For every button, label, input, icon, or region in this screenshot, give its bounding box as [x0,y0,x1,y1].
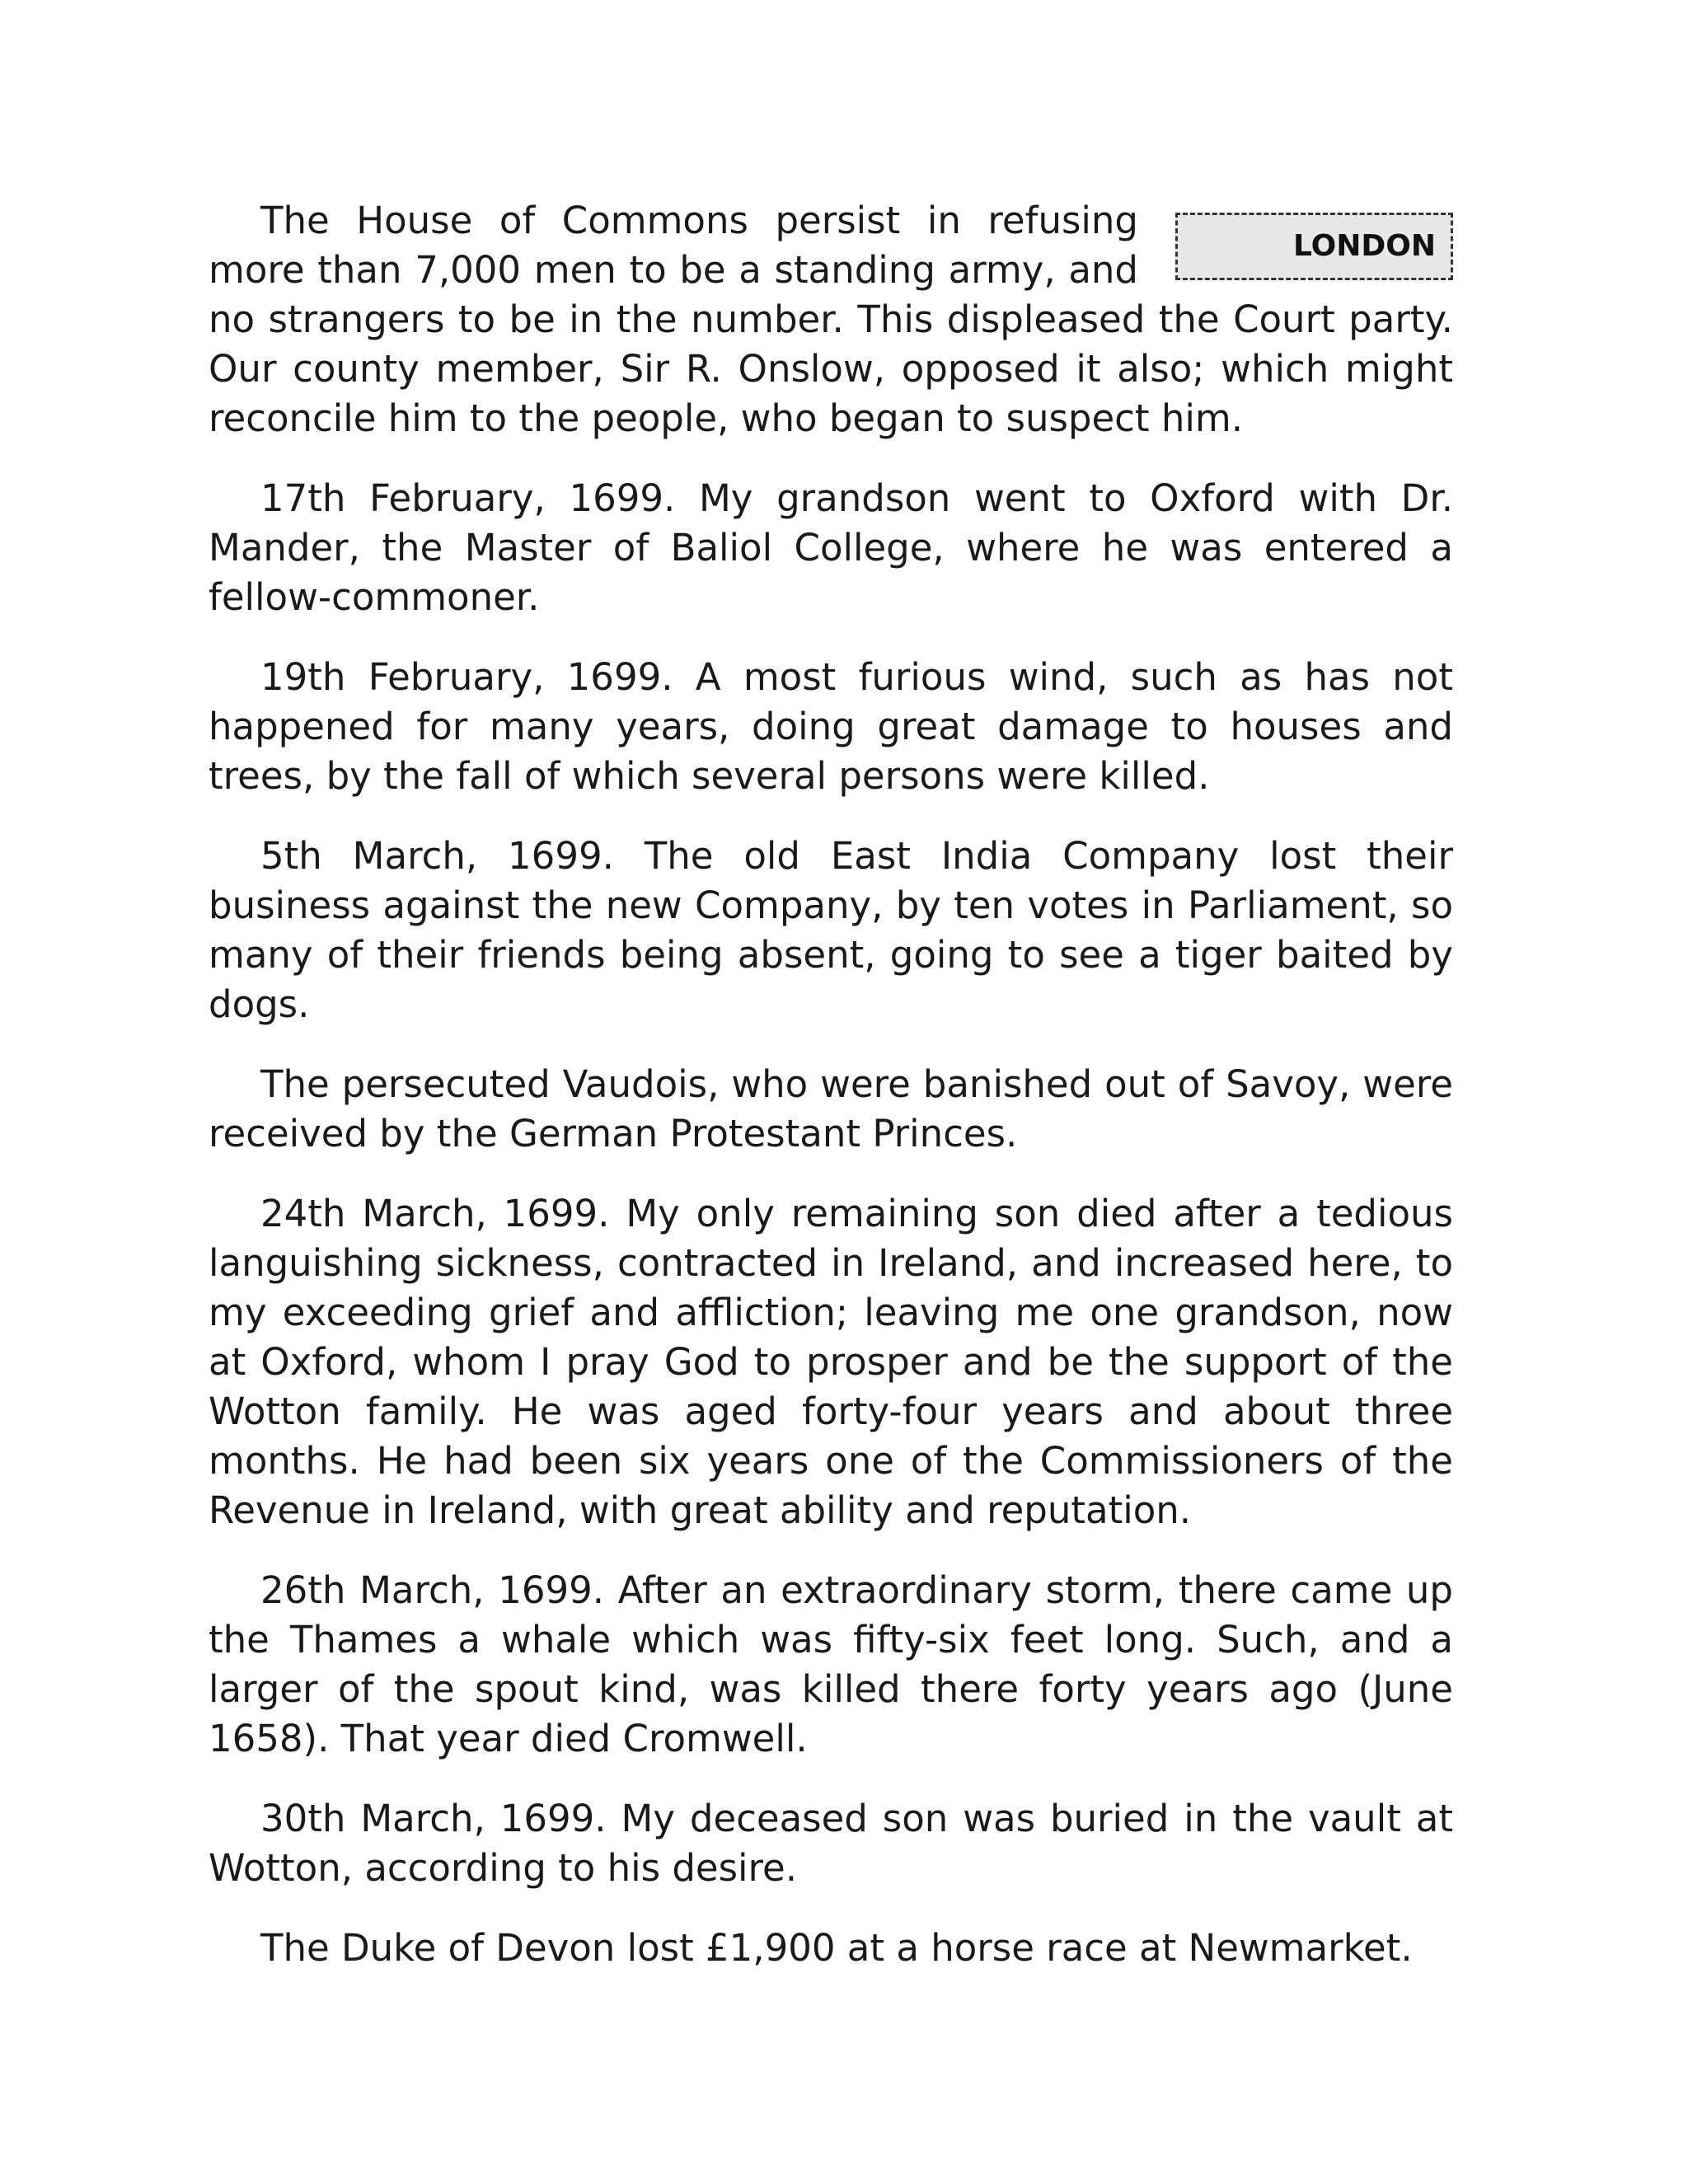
paragraph-son-died: 24th March, 1699. My only remaining son died after a tedious languishing sickness, contracted in Ireland, and increased here, to my exceeding grief and affliction; leaving me one grandson, now at Oxford, whom I pray God to prosper and be the support of the Wotton family. He was aged forty-four years and about three months. He had been six years one of the Commissioners of the Revenue in Ireland, with great ability and reputation. [209,1192,1453,1532]
paragraph-commons-army: The House of Commons persist in refusing more than 7,000 men to be a standing army, and no strangers to be in the number. This displeased the Court party. Our county member, Sir R. Onslow, opposed it also; which might reconcile him to the people, who began to suspect him. [209,199,1453,440]
paragraph-vaudois: The persecuted Vaudois, who were banished out of Savoy, were received by the German Protestant Princes. [209,1062,1453,1155]
margin-note-location: LONDON [1175,213,1453,280]
paragraph-son-buried: 30th March, 1699. My deceased son was buried in the vault at Wotton, according to his desire. [209,1797,1453,1890]
paragraph-grandson-oxford: 17th February, 1699. My grandson went to Oxford with Dr. Mander, the Master of Baliol College, where he was entered a fellow-commoner. [209,476,1453,619]
paragraph-horse-race: The Duke of Devon lost £1,900 at a horse race at Newmarket. [260,1926,1413,1970]
paragraph-thames-whale: 26th March, 1699. After an extraordinary storm, there came up the Thames a whale which was fifty-six feet long. Such, and a larger of the spout kind, was killed there forty years ago (June 1658). That year died Cromwell. [209,1568,1453,1760]
paragraph-east-india-company: 5th March, 1699. The old East India Company lost their business against the new Company, by ten votes in Parliament, so many of their friends being absent, going to see a tiger baited by dogs. [209,834,1453,1026]
diary-page [209,196,1453,2004]
paragraph-furious-wind: 19th February, 1699. A most furious wind, such as has not happened for many years, doing great damage to houses and trees, by the fall of which several persons were killed. [209,655,1453,798]
